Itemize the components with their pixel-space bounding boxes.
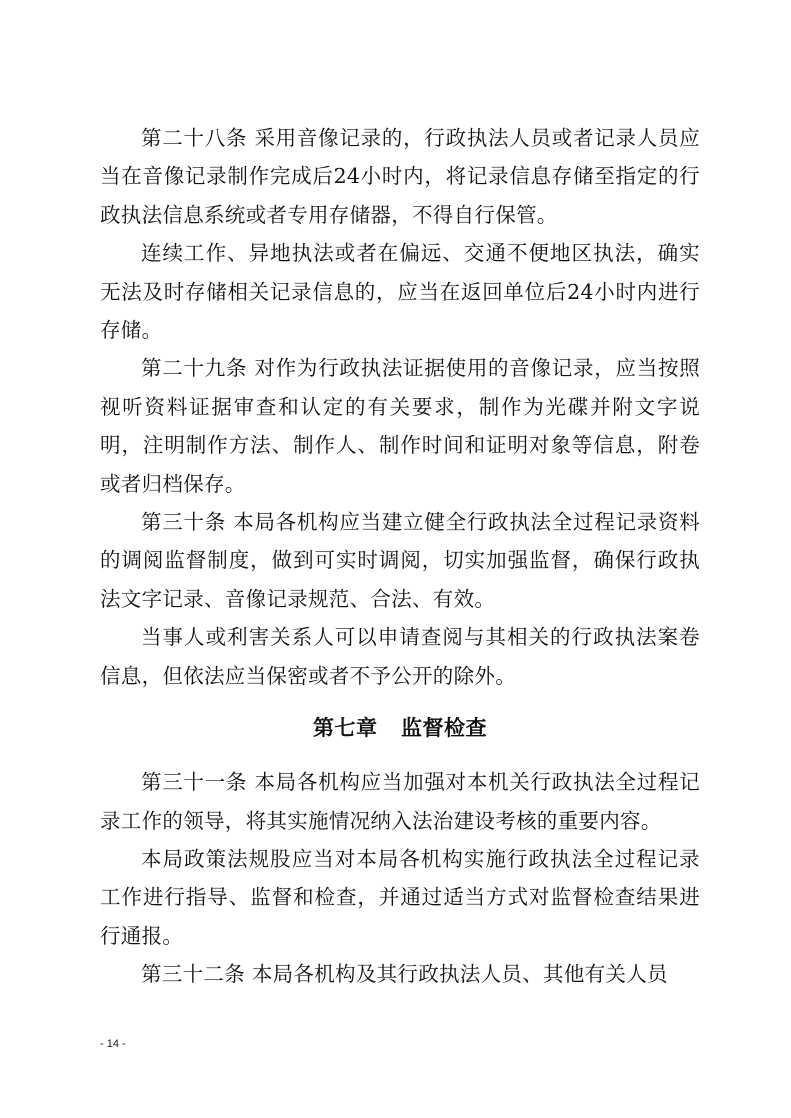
paragraph-article-28-continued: 连续工作、异地执法或者在偏远、交通不便地区执法，确实无法及时存储相关记录信息的，应当在返回单位后24小时内进行存储。 (100, 241, 700, 343)
paragraph-article-29: 第二十九条 对作为行政执法证据使用的音像记录，应当按照视听资料证据审查和认定的有关要求，制作为光碟并附文字说明，注明制作方法、制作人、制作时间和证明对象等信息，附卷或者归档保存。 (100, 356, 700, 496)
paragraph-article-30-continued: 当事人或利害关系人可以申请查阅与其相关的行政执法案卷信息，但依法应当保密或者不予公开的除外。 (100, 625, 700, 688)
paragraph-article-30: 第三十条 本局各机构应当建立健全行政执法全过程记录资料的调阅监督制度，做到可实时调阅，切实加强监督，确保行政执法文字记录、音像记录规范、合法、有效。 (100, 510, 700, 611)
paragraph-article-31-continued: 本局政策法规股应当对本局各机构实施行政执法全过程记录工作进行指导、监督和检查，并通过适当方式对监督检查结果进行通报。 (100, 846, 700, 948)
paragraph-article-28: 第二十八条 采用音像记录的，行政执法人员或者记录人员应当在音像记录制作完成后24小时内，将记录信息存储至指定的行政执法信息系统或者专用存储器，不得自行保管。 (100, 126, 700, 227)
paragraph-article-31: 第三十一条 本局各机构应当加强对本机关行政执法全过程记录工作的领导，将其实施情况纳入法治建设考核的重要内容。 (100, 770, 700, 833)
paragraph-article-32: 第三十二条 本局各机构及其行政执法人员、其他有关人员 (141, 962, 668, 987)
page-number: - 14 - (100, 1038, 126, 1050)
chapter-heading: 第七章 监督检查 (313, 716, 487, 741)
page-body (100, 119, 700, 994)
